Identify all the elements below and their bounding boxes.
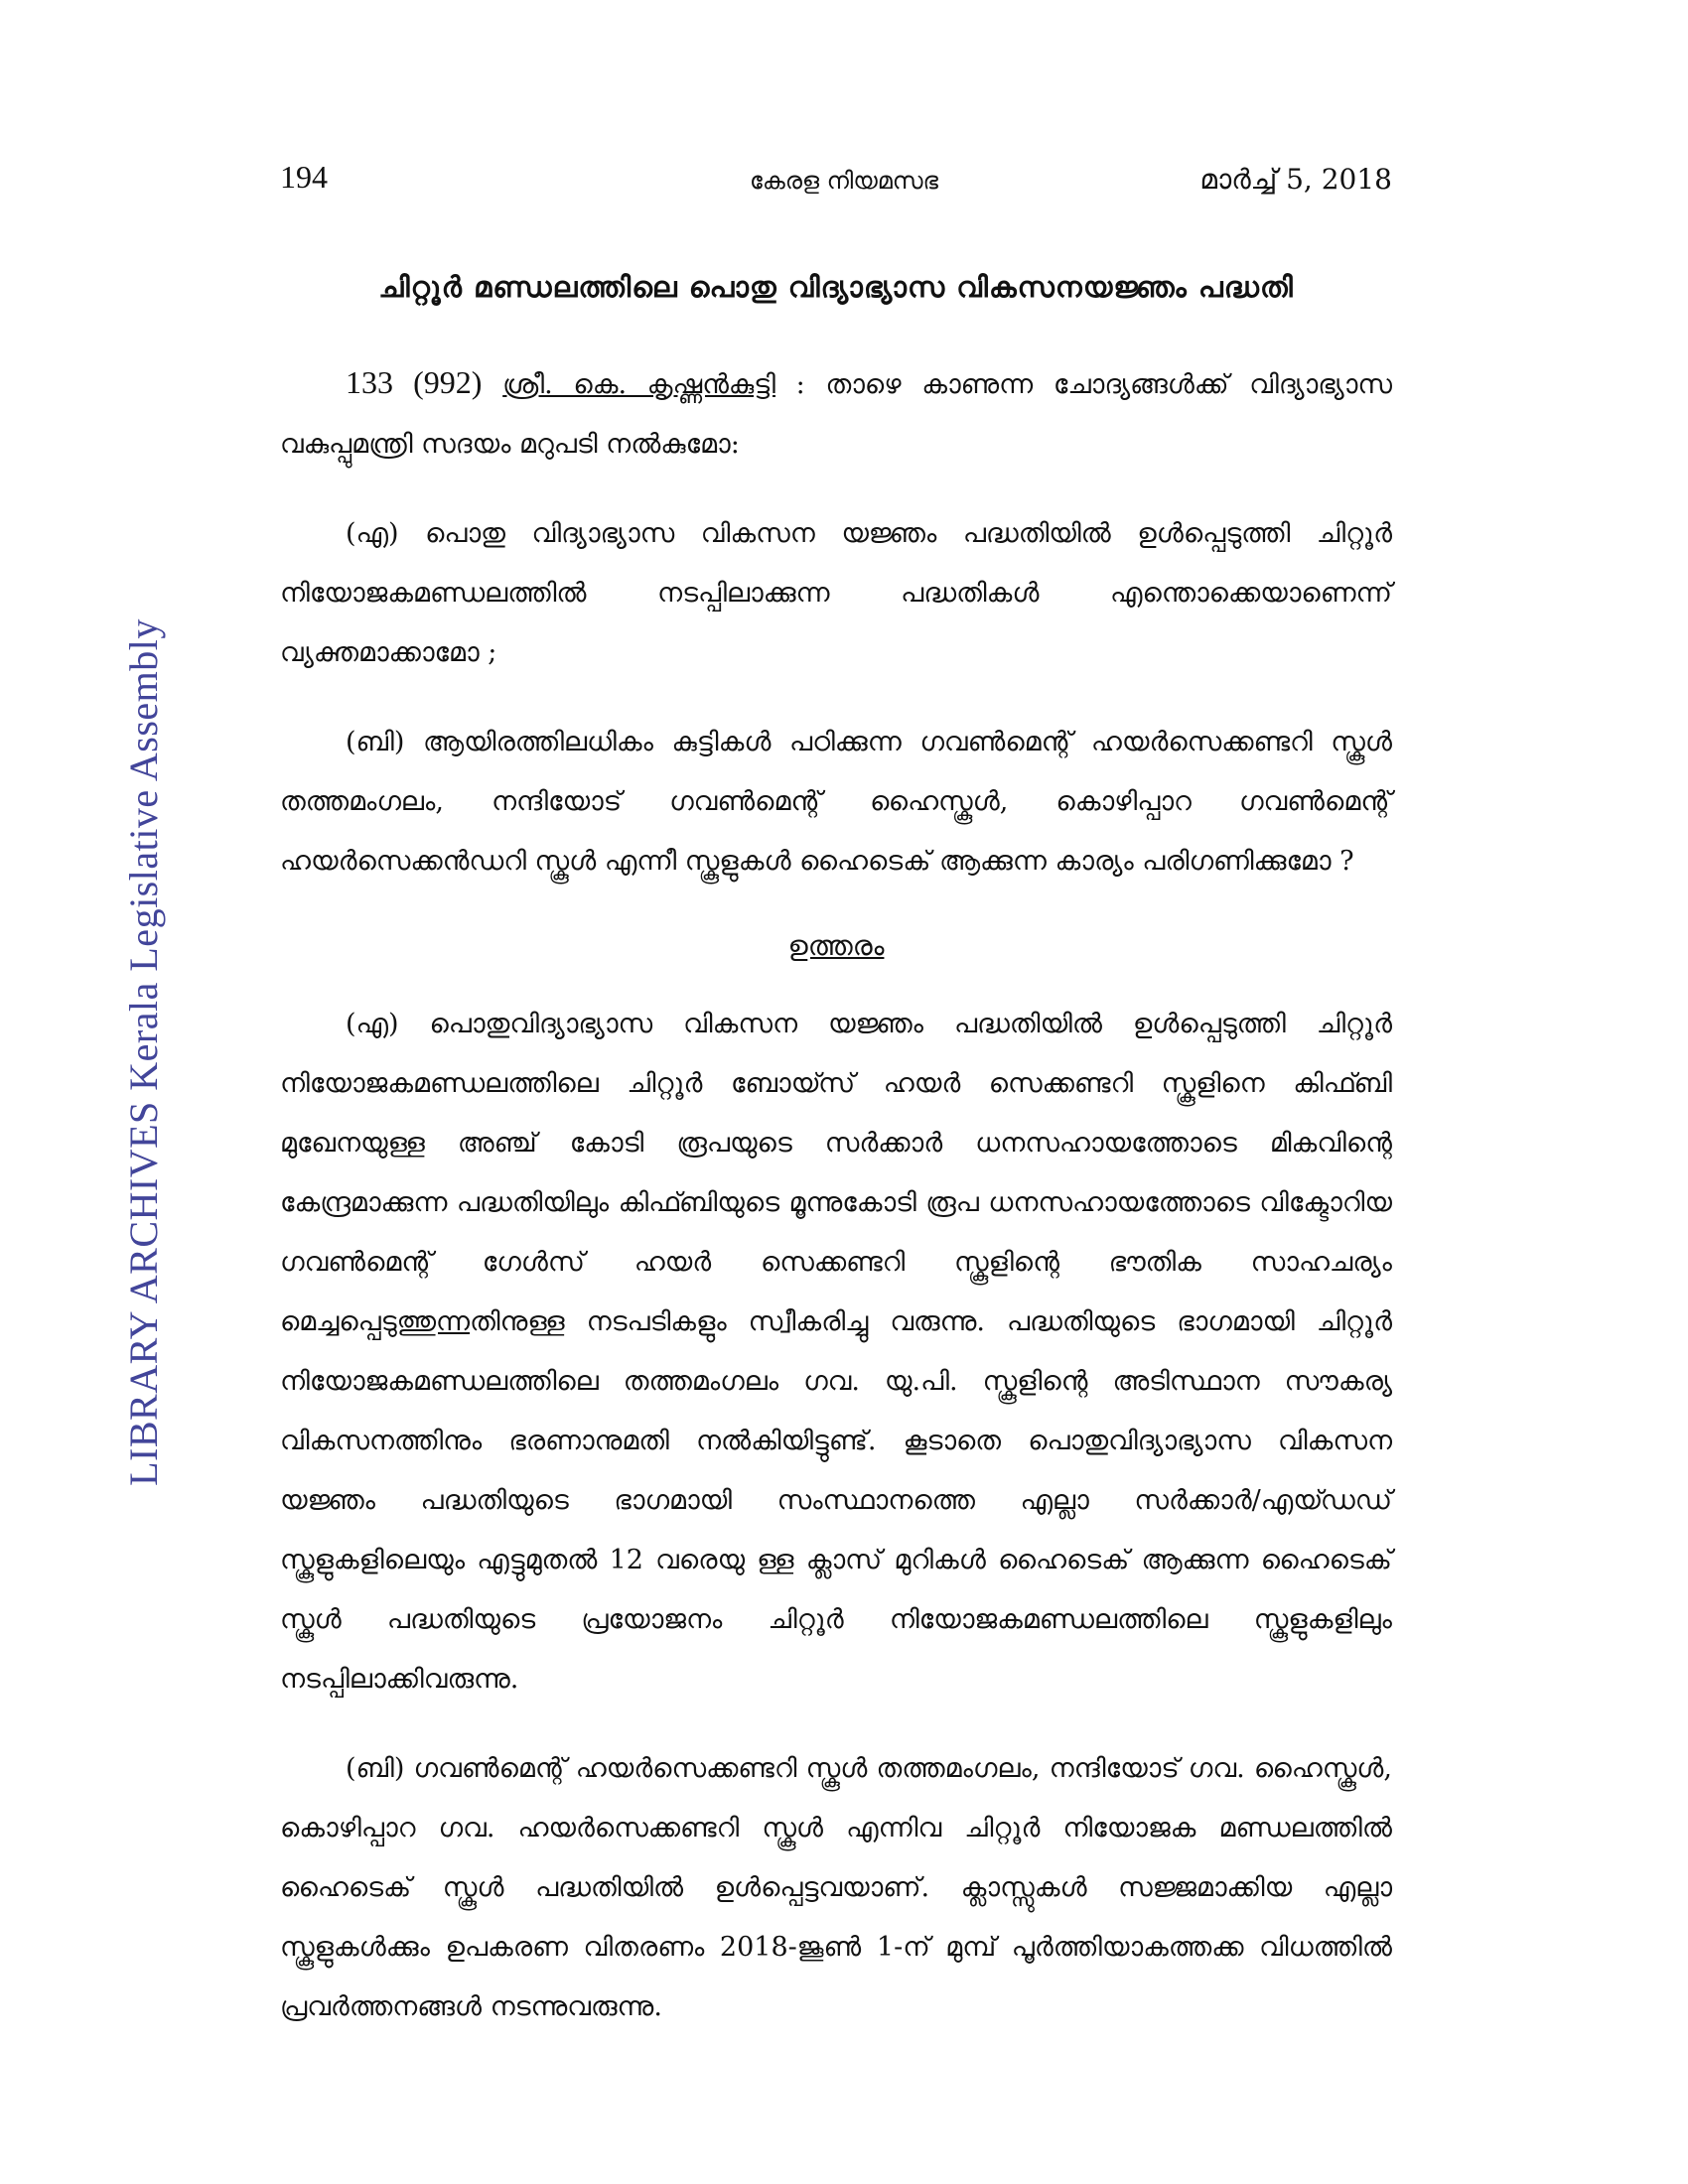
archive-watermark: LIBRARY ARCHIVES Kerala Legislative Assembly: [121, 618, 166, 1486]
answer-heading: ഉത്തരം: [787, 929, 885, 962]
answer-part-b: (ബി) ഗവൺമെന്റ് ഹയർസെക്കണ്ടറി സ്കൂൾ തത്തമംഗലം, നന്ദിയോട് ഗവ. ഹൈസ്കൂൾ, കൊഴിപ്പാറ ഗവ. ഹയർസെക്കണ്ടറി സ്കൂൾ എന്നിവ ചിറ്റൂർ നിയോജക മണ്ഡലത്തിൽ ഹൈടെക് സ്കൂൾ പദ്ധതിയിൽ ഉൾപ്പെട്ടവയാണ്. ക്ലാസ്സുകൾ സജ്ജമാക്കിയ എല്ലാ സ്കൂളുകൾക്കും ഉപകരണ വിതരണം 2018-ജൂൺ 1-ന് മുമ്പ് പൂർത്തിയാകത്തക്ക വിധത്തിൽ പ്രവർത്തനങ്ങൾ നടന്നുവരുന്നു.: [280, 1753, 1392, 2022]
page-number: 194: [280, 159, 328, 195]
answer-part-a-text-1: (എ) പൊതുവിദ്യാഭ്യാസ വികസന യജ്ഞം പദ്ധതിയിൽ ഉൾപ്പെടുത്തി ചിറ്റൂർ നിയോജകമണ്ഡലത്തിലെ ചിറ്റൂർ ബോയ്സ് ഹയർ സെക്കണ്ടറി സ്കൂളിനെ കിഫ്ബി മുഖേനയുള്ള അഞ്ച് കോടി രൂപയുടെ സർക്കാർ ധനസഹായത്തോടെ മികവിന്റെ കേന്ദ്രമാക്കുന്ന പദ്ധതിയിലും കിഫ്ബിയുടെ മൂന്നുകോടി രൂപ ധനസഹായത്തോടെ വിക്ടോറിയ ഗവൺമെന്റ് ഗേൾസ് ഹയർ സെക്കണ്ടറി സ്കൂളിന്റെ ഭൗതിക സാഹചര്യം മെച്ചപ്പെടു: [280, 1009, 1392, 1337]
document-body: [280, 270, 1392, 2067]
running-header: കേരള നിയമസഭ: [749, 167, 939, 195]
question-title: ചിറ്റൂർ മണ്ഡലത്തിലെ പൊതു വിദ്യാഭ്യാസ വികസനയജ്ഞം പദ്ധതി: [378, 270, 1294, 304]
answer-part-a: [280, 995, 1392, 1709]
question-intro: [280, 352, 1392, 475]
member-name: ശ്രീ. കെ. കൃഷ്ണൻകുട്ടി: [502, 369, 775, 400]
question-part-a: (എ) പൊതു വിദ്യാഭ്യാസ വികസന യജ്ഞം പദ്ധതിയിൽ ഉൾപ്പെടുത്തി ചിറ്റൂർ നിയോജകമണ്ഡലത്തിൽ നടപ്പിലാക്കുന്ന പദ്ധതികൾ എന്തൊക്കെയാണെന്ന് വ്യക്തമാക്കാമോ ;: [280, 518, 1392, 668]
page-date: മാർച്ച് 5, 2018: [1199, 163, 1392, 196]
answer-part-a-underlined: ത്തുന്ന: [396, 1306, 471, 1337]
question-part-b: (ബി) ആയിരത്തിലധികം കുട്ടികൾ പഠിക്കുന്ന ഗവൺമെന്റ് ഹയർസെക്കണ്ടറി സ്കൂൾ തത്തമംഗലം, നന്ദിയോട് ഗവൺമെന്റ് ഹൈസ്കൂൾ, കൊഴിപ്പാറ ഗവൺമെന്റ് ഹയർസെക്കൻഡറി സ്കൂൾ എന്നീ സ്കൂളുകൾ ഹൈടെക് ആക്കുന്ന കാര്യം പരിഗണിക്കുമോ ?: [280, 727, 1392, 877]
question-number: 133 (992): [346, 364, 483, 400]
question-intro-text: : താഴെ കാണുന്ന ചോദ്യങ്ങൾക്ക് വിദ്യാഭ്യാസ വകുപ്പുമന്ത്രി സദയം മറുപടി നൽകുമോ:: [280, 369, 1392, 460]
answer-part-a-text-2: തിനുള്ള നടപടികളും സ്വീകരിച്ചു വരുന്നു. പദ്ധതിയുടെ ഭാഗമായി ചിറ്റൂർ നിയോജകമണ്ഡലത്തിലെ തത്തമംഗലം ഗവ. യു.പി. സ്കൂളിന്റെ അടിസ്ഥാന സൗകര്യ വികസനത്തിനും ഭരണാനുമതി നൽകിയിട്ടുണ്ട്. കൂടാതെ പൊതുവിദ്യാഭ്യാസ വികസന യജ്ഞം പദ്ധതിയുടെ ഭാഗമായി സംസ്ഥാനത്തെ എല്ലാ സർക്കാർ/എയ്ഡഡ് സ്കൂളുകളിലെയും എട്ടുമുതൽ 12 വരെയു ള്ള ക്ലാസ് മുറികൾ ഹൈടെക് ആക്കുന്ന ഹൈടെക് സ്കൂൾ പദ്ധതിയുടെ പ്രയോജനം ചിറ്റൂർ നിയോജകമണ്ഡലത്തിലെ സ്കൂളുകളിലും നടപ്പിലാക്കിവരുന്നു.: [280, 1306, 1392, 1695]
